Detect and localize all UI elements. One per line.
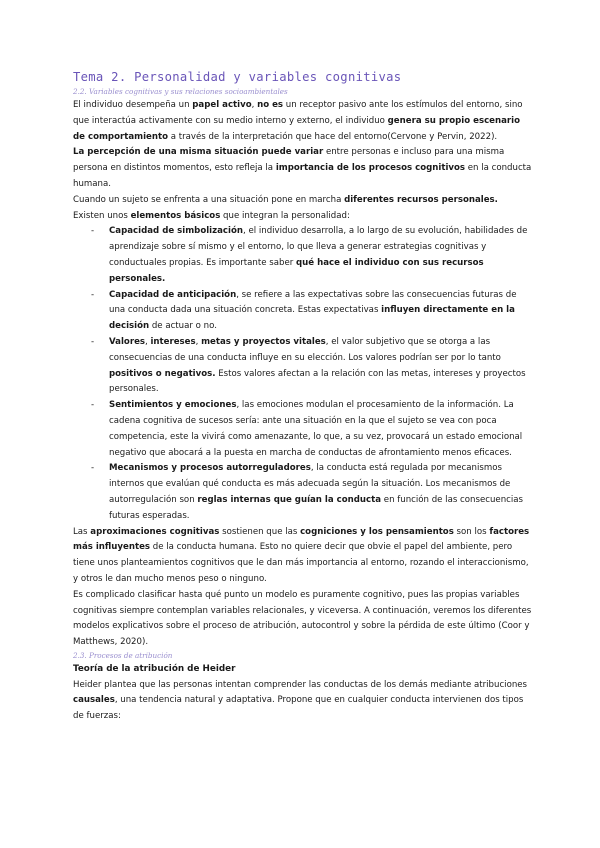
paragraph-percepcion: La percepción de una misma situación puede variar entre personas e incluso para una misma persona en distintos momentos, esto refleja la importancia de los procesos cognitivos en la conducta humana. [73,147,532,189]
elements-list [73,224,533,524]
paragraph-clasificar: Es complicado clasificar hasta qué punto un modelo es puramente cognitivo, pues las propias variables cognitivas siempre contemplan variables relacionales, y viceversa. A continuación, veremos los diferentes modelos explicativos sobre el proceso de atribución, autocontrol y sobre la pérdida de este último (Coor y Matthews, 2020). [73,589,532,648]
paragraph-papel-activo: El individuo desempeña un papel activo, no es un receptor pasivo ante los estímulos del entorno, sino que interactúa activamente con su medio interno y externo, el individuo genera su propio escenario de comportamiento a través de la interpretación que hace del entorno(Cervone y Pervin, 2022). [73,100,523,142]
list-item-anticipacion: - Capacidad de anticipación, se refiere a las expectativas sobre las consecuencias futuras de una conducta dada una situación concreta. Estas expectativas influyen directamente en la decisión de actuar o no. [91,289,517,332]
list-item-simbolizacion: - Capacidad de simbolización, el individuo desarrolla, a lo largo de su evolución, habilidades de aprendizaje sobre sí mismo y el entorno, lo que lleva a generar estrategias cognitivas y conductuales propias. Es importante saber qué hace el individuo con sus recursos personales. [91,226,528,284]
paragraph-elementos: Existen unos elementos básicos que integran la personalidad: [73,210,350,221]
paragraph-recursos: Cuando un sujeto se enfrenta a una situación pone en marcha diferentes recursos personales. [73,194,498,205]
document-content [73,70,533,725]
paragraph-aproximaciones: Las aproximaciones cognitivas sostienen que las cogniciones y los pensamientos son los factores más influyentes de la conducta humana. Esto no quiere decir que obvie el papel del ambiente, pero tiene unos planteamientos cognitivos que le dan más importancia al entorno, rozando el interaccionismo, y otros le dan mucho menos peso o ninguno. [73,526,530,584]
page-title: Tema 2. Personalidad y variables cognitivas [73,70,402,84]
paragraph-heider: Heider plantea que las personas intentan comprender las conductas de los demás mediante atribuciones causales, una tendencia natural y adaptativa. Propone que en cualquier conducta intervienen dos tipos de fuerzas: [73,679,528,722]
heading-heider: Teoría de la atribución de Heider [73,663,236,674]
list-item-valores: - Valores, intereses, metas y proyectos vitales, el valor subjetivo que se otorga a las consecuencias de una conducta influye en su elección. Los valores podrían ser por lo tanto positivos o negativos. Estos valores afectan a la relación con las metas, intereses y proyectos personales. [91,336,526,395]
section-subtitle-2-3: 2.3. Procesos de atribución [73,650,173,660]
section-subtitle-2-2: 2.2. Variables cognitivas y sus relaciones socioambientales [73,87,288,96]
list-item-mecanismos: - Mecanismos y procesos autorreguladores, la conducta está regulada por mecanismos internos que evalúan qué conducta es más adecuada según la situación. Los mecanismos de autorregulación son reglas internas que guían la conducta en función de las consecuencias futuras esperadas. [91,463,524,521]
list-item-sentimientos: - Sentimientos y emociones, las emociones modulan el procesamiento de la información. La cadena cognitiva de sucesos sería: ante una situación en la que el sujeto se vea con poca competencia, este la vivirá como amenazante, lo que, a su vez, provocará un estado emocional negativo que abocará a la puesta en marcha de conductas de afrontamiento menos eficaces. [91,400,523,458]
